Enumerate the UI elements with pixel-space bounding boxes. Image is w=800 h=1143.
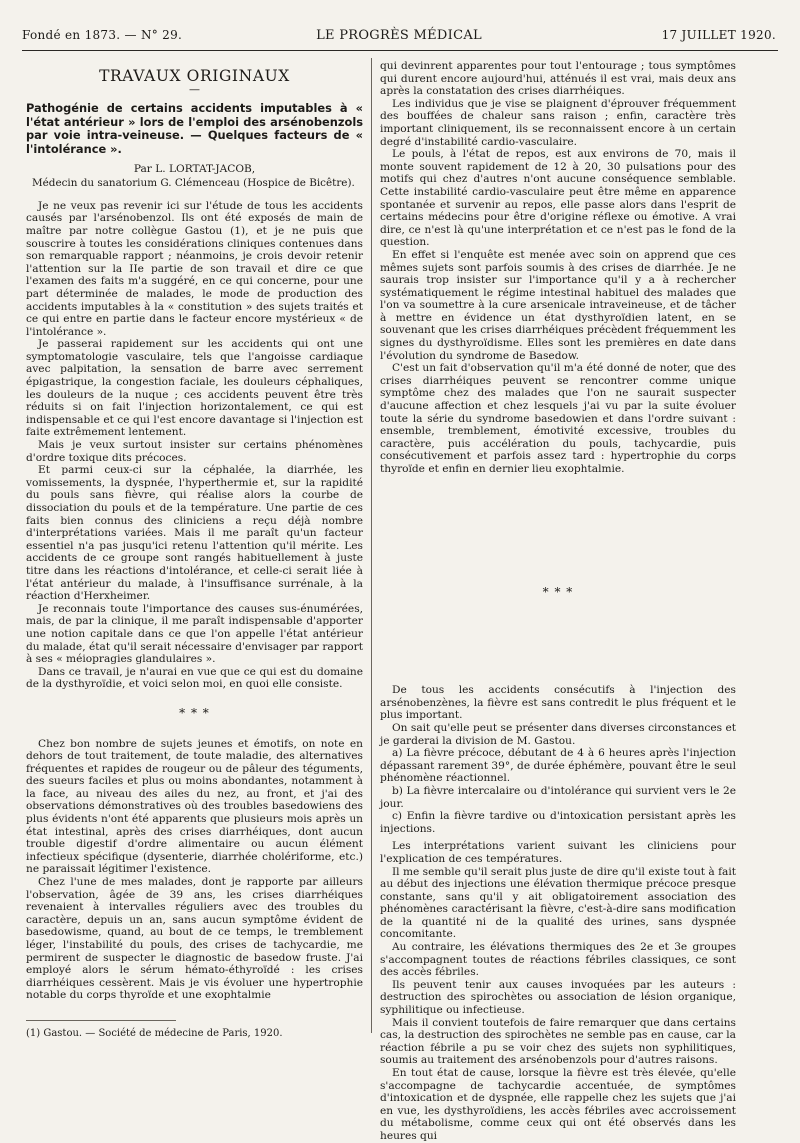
paragraph: Les interprétations varient suivant les cliniciens pour l'explication de ces températures. [380,840,736,865]
paragraph: Je reconnais toute l'importance des causes sus-énumérées, mais, de par la clinique, il me paraît indispensable d'apporter une notion capitale dans ce que l'on appelle l'état antérieur du malade, état qu'il serait nécessaire d'envisager par rapport à ses « méiopragies glandulaires ». [26,602,363,666]
article-title: Pathogénie de certains accidents imputables à « l'état antérieur » lors de l'emploi des arsénobenzols par voie intra-veineuse. — Quelques facteurs de « l'intolérance ». [26,101,363,156]
column-divider [371,58,372,1033]
section-dash: — [189,82,200,96]
header-rule [22,50,778,51]
paragraph: Mais il convient toutefois de faire remarquer que dans certains cas, la destruction des spirochètes ne semble pas en cause, car la réaction fébrile a pu se voir chez des sujets non syphilitiques, soumis au traitement des arsénobenzols pour d'autres raisons. [380,1016,736,1067]
footnote: (1) Gastou. — Société de médecine de Paris, 1920. [26,1028,283,1039]
paragraph: Le pouls, à l'état de repos, est aux environs de 70, mais il monte souvent rapidement de 12 à 20, 30 pulsations pour des motifs qui chez d'autres n'ont aucune conséquence semblable. Cette instabilité cardio-vasculaire peut être même en apparence spontanée et survenir au repos, elle passe alors dans l'esprit de certains médecins pour être d'origine réflexe ou émotive. A vrai dire, ce n'est là qu'une interprétation et ce n'est pas le fond de la question. [380,148,736,249]
paragraph: En tout état de cause, lorsque la fièvre est très élevée, qu'elle s'accompagne de tachycardie accentuée, de symptômes d'intoxication et de dyspnée, elle rappelle chez les sujets que j'ai en vue, les dysthyroïdiens, les accès fébriles avec accroissement du métabolisme, comme ceux qui ont été observés dans les heures qui [380,1067,736,1142]
paragraph: De tous les accidents consécutifs à l'injection des arsénobenzènes, la fièvre est sans contredit le plus fréquent et le plus important. [380,684,736,722]
page-header [22,28,776,48]
paragraph: Je passerai rapidement sur les accidents qui ont une symptomatologie vasculaire, tels que l'angoisse cardiaque avec palpitation, la sensation de barre avec serrement épigastrique, la congestion faciale, les douleurs céphaliques, les douleurs de la nuque ; ces accidents peuvent être très réduits si on fait l'injection horizontalement, ce qui est indispensable et ce qui l'est encore davantage si l'injection est faite extrêmement lentement. [26,338,363,439]
header-founded: Fondé en 1873. — N° 29. [22,28,183,42]
footnote-rule [26,1020,176,1021]
paragraph: c) Enfin la fièvre tardive ou d'intoxication persistant après les injections. [380,810,736,835]
paragraph: Il me semble qu'il serait plus juste de dire qu'il existe tout à fait au début des injections une élévation thermique précoce presque constante, sans qu'il y ait obligatoirement association des phénomènes caractérisant la fièvre, c'est-à-dire sans modification de la quantité ni de la qualité des urines, sans dyspnée concomitante. [380,865,736,941]
header-date: 17 JUILLET 1920. [661,28,776,42]
paragraph: Les individus que je vise se plaignent d'éprouver fréquemment des bouffées de chaleur sans raison ; enfin, caractère très important cliniquement, ils se reconnaissent encore à un certain degré d'instabilité cardio-vasculaire. [380,97,736,148]
paragraph: Je ne veux pas revenir ici sur l'étude de tous les accidents causés par l'arsénobenzol. Ils ont été exposés de main de maître par notre collègue Gastou (1), et je ne puis que souscrire à toutes les considérations cliniques contenues dans son remarquable rapport ; néanmoins, je crois devoir retenir l'attention sur la IIe partie de son travail et dire ce que l'examen des faits m'a suggéré, en ce qui concerne, pour une part déterminée de malades, le mode de production des accidents imputables à la « constitution » des sujets traités et ce qui entre en partie dans le facteur encore mystérieux « de l'intolérance ». [26,199,363,338]
section-break-stars: * * * [179,705,210,720]
paragraph: On sait qu'elle peut se présenter dans diverses circonstances et je garderai la division de M. Gastou. [380,721,736,747]
paragraph: Ils peuvent tenir aux causes invoquées par les auteurs : destruction des spirochètes ou association de lésion organique, syphilitique ou infectieuse. [380,978,736,1017]
author-affiliation: Médecin du sanatorium G. Clémenceau (Hospice de Bicêtre). [32,177,355,190]
left-column [26,60,363,1002]
paragraph: a) La fièvre précoce, débutant de 4 à 6 heures après l'injection dépassant rarement 39°, de durée éphémère, pouvant être le seul phénomène réactionnel. [380,747,736,785]
paragraph: b) La fièvre intercalaire ou d'intolérance qui survient vers le 2e jour. [380,784,736,810]
paragraph: Et parmi ceux-ci sur la céphalée, la diarrhée, les vomissements, la dyspnée, l'hyperthermie et, sur la rapidité du pouls sans fièvre, qui réalise alors la courbe de dissociation du pouls et de la température. Une partie de ces faits bien connus des cliniciens a reçu déjà nombre d'interprétations variées. Mais il me paraît qu'un facteur essentiel n'a pas jusqu'ici retenu l'attention qu'il mérite. Les accidents de ce groupe sont rangés habituellement à juste titre dans les réactions d'intolérance, et celle-ci serait liée à l'état antérieur du malade, à l'insuffisance surrénale, à la réaction d'Herxheimer. [26,464,363,603]
right-column [380,60,736,1143]
paragraph: Dans ce travail, je n'aurai en vue que ce qui est du domaine de la dysthyroïdie, et voici selon moi, en quoi elle consiste. [26,665,363,691]
paragraph: Mais je veux surtout insister sur certains phénomènes d'ordre toxique dits précoces. [26,439,363,464]
section-title: TRAVAUX ORIGINAUX [99,67,290,85]
paragraph: C'est un fait d'observation qu'il m'a été donné de noter, que des crises diarrhéiques peuvent se rencontrer comme unique symptôme chez des malades que l'on ne saurait suspecter d'aucune affection et chez lesquels j'ai vu par la suite évoluer toute la série du syndrome basedowien et dans l'ordre suivant : ensemble, tremblement, émotivité excessive, troubles du caractère, puis accélération du pouls, tachycardie, puis consécutivement et parfois assez tard : hypertrophie du corps thyroïde et enfin en dernier lieu exophtalmie. [380,362,736,475]
paragraph: Chez bon nombre de sujets jeunes et émotifs, on note en dehors de tout traitement, de toute maladie, des alternatives fréquentes et rapides de rougeur ou de pâleur des téguments, des sueurs faciles et plus ou moins abondantes, notamment à la face, au niveau des ailes du nez, au front, et j'ai des observations démonstratives où des troubles basedowiens des plus évidents n'ont été apparents que plusieurs mois après un état intestinal, après des crises diarrhéiques, dont aucun trouble digestif d'ordre alimentaire ou aucun élément infectieux spécifique (dysenterie, diarrhée cholériforme, etc.) ne paraissait légitimer l'existence. [26,737,363,876]
paragraph: Chez l'une de mes malades, dont je rapporte par ailleurs l'observation, âgée de 39 ans, les crises diarrhéiques revenaient à intervalles réguliers avec des troubles du caractère, depuis un an, sans aucun symptôme évident de basedowisme, quand, au bout de ce temps, le tremblement léger, l'instabilité du pouls, des crises de tachycardie, me permirent de suspecter le diagnostic de basedow fruste. J'ai employé alors le sérum hémato-éthyroïdé : les crises diarrhéiques cessèrent. Mais je vis évoluer une hypertrophie notable du corps thyroïde et une exophtalmie [26,876,363,1002]
article-author: Par L. LORTAT-JACOB, [133,162,256,175]
header-journal-title: LE PROGRÈS MÉDICAL [316,28,482,43]
paragraph: qui devinrent apparentes pour tout l'entourage ; tous symptômes qui durent encore aujourd'hui, atténués il est vrai, mais deux ans après la constatation des crises diarrhéiques. [380,60,736,98]
section-break-stars: * * * [542,584,574,599]
paragraph: Au contraire, les élévations thermiques des 2e et 3e groupes s'accompagnent toutes de réactions fébriles classiques, ce sont des accès fébriles. [380,941,736,979]
paragraph: En effet si l'enquête est menée avec soin on apprend que ces mêmes sujets sont parfois soumis à des crises de diarrhée. Je ne saurais trop insister sur l'importance qu'il y a à rechercher systématiquement le régime intestinal habituel des malades que l'on va soumettre à la cure arsenicale intraveineuse, et de tâcher à mettre en évidence un état dysthyroïdien latent, en se souvenant que les crises diarrhéiques précèdent fréquemment les signes du dysthyroïdisme. Elles sont les premières en date dans l'évolution du syndrome de Basedow. [380,248,736,362]
